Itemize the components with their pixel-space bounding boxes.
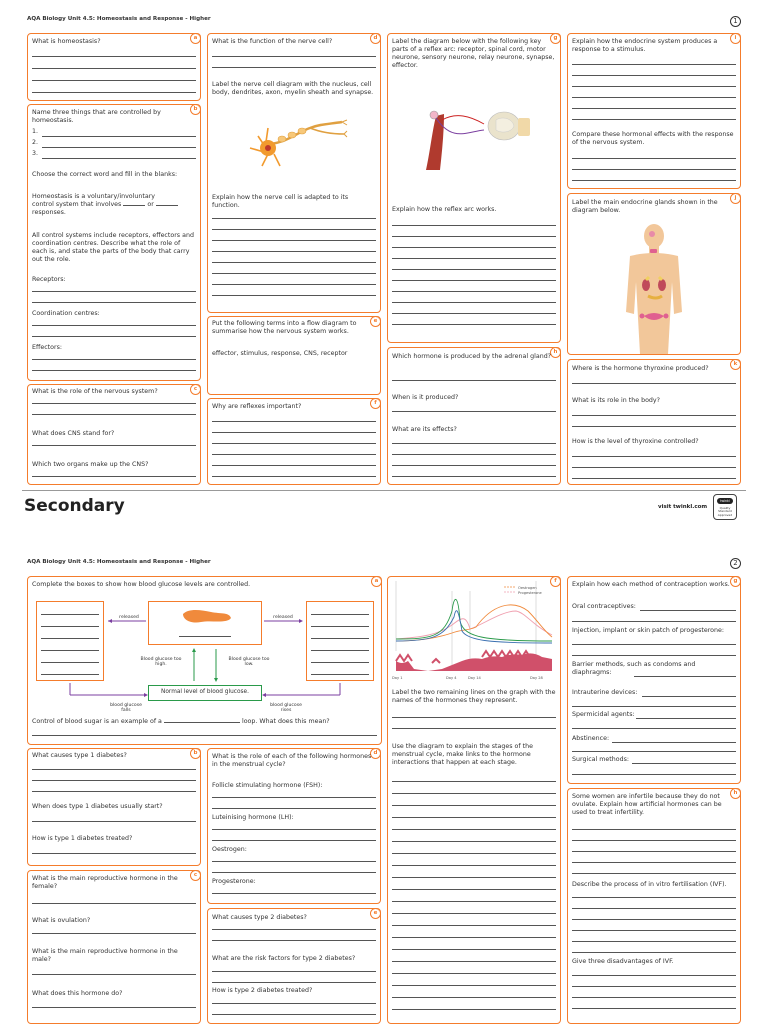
answer-line[interactable] <box>212 840 376 841</box>
blank-field[interactable] <box>156 201 178 206</box>
answer-line[interactable] <box>212 797 376 798</box>
answer-line[interactable] <box>392 236 556 237</box>
label-lh: Luteinising hormone (LH): <box>212 814 294 821</box>
answer-line[interactable] <box>392 805 556 806</box>
answer-line[interactable] <box>572 1008 736 1009</box>
answer-line[interactable] <box>572 873 736 874</box>
answer-line[interactable] <box>572 897 736 898</box>
card-d-menstrual-hormones <box>207 748 381 904</box>
answer-line[interactable] <box>392 247 556 248</box>
answer-line[interactable] <box>572 75 736 76</box>
label-oestrogen: Oestrogen: <box>212 846 247 853</box>
card-e-type2-diabetes <box>207 908 381 1024</box>
answer-line[interactable] <box>572 952 736 953</box>
card-e-flow-diagram <box>207 316 381 395</box>
answer-line[interactable] <box>32 414 196 415</box>
reflex-arc-diagram <box>422 102 532 172</box>
question: How is type 2 diabetes treated? <box>212 987 313 994</box>
answer-line[interactable] <box>212 240 376 241</box>
answer-line[interactable] <box>392 937 556 938</box>
answer-line[interactable] <box>392 817 556 818</box>
answer-line[interactable] <box>392 302 556 303</box>
answer-line[interactable] <box>32 291 196 292</box>
answer-line[interactable] <box>212 982 376 983</box>
answer-line[interactable] <box>636 718 736 719</box>
question: Label the diagram below with the following key parts of a reflex arc: receptor, spinal cord, motor neurone, sensory neurone, relay neurone, synapse, effector. <box>392 38 555 70</box>
page-header: AQA Biology Unit 4.5: Homeostasis and Response - Higher <box>27 559 211 565</box>
answer-line[interactable] <box>392 997 556 998</box>
logo-subtext: Quality Standard Approved <box>717 506 733 517</box>
question: What are the risk factors for type 2 diabetes? <box>212 955 356 962</box>
tick-day1: Day 1 <box>392 676 403 680</box>
answer-line[interactable] <box>212 971 376 972</box>
question: Explain how the endocrine system produces a response to a stimulus. <box>572 38 718 54</box>
answer-line[interactable] <box>572 426 736 427</box>
card-f-reflexes <box>207 398 381 485</box>
card-tag: g <box>550 33 561 44</box>
normal-level-label: Normal level of blood glucose. <box>161 689 249 695</box>
answer-line[interactable] <box>212 273 376 274</box>
answer-line[interactable] <box>42 147 196 148</box>
answer-line[interactable] <box>634 676 736 677</box>
card-tag: g <box>730 576 741 587</box>
answer-line[interactable] <box>32 370 196 371</box>
card-tag: f <box>550 576 561 587</box>
card-c-nervous-system <box>27 384 201 485</box>
question: What is the role of each of the following hormones in the menstrual cycle? <box>212 753 372 769</box>
label-iud: Intrauterine devices: <box>572 689 638 696</box>
question: What does CNS stand for? <box>32 430 115 437</box>
card-tag: f <box>370 398 381 409</box>
answer-line[interactable] <box>572 908 736 909</box>
answer-line[interactable] <box>392 793 556 794</box>
label-surgical: Surgical methods: <box>572 756 630 763</box>
page-number: 2 <box>730 558 741 569</box>
answer-line[interactable] <box>392 465 556 466</box>
answer-line[interactable] <box>212 56 376 57</box>
answer-line[interactable] <box>212 229 376 230</box>
answer-line[interactable] <box>212 432 376 433</box>
answer-line[interactable] <box>572 478 736 479</box>
card-b-control-systems <box>27 104 201 381</box>
worksheet-page-1 <box>0 0 768 490</box>
normal-level-box <box>148 685 262 701</box>
answer-line[interactable] <box>392 949 556 950</box>
question: Compare these hormonal effects with the response of the nervous system. <box>572 131 734 147</box>
question: What is its role in the body? <box>572 397 660 404</box>
label-fsh: Follicle stimulating hormone (FSH): <box>212 782 323 789</box>
answer-line[interactable] <box>392 380 556 381</box>
answer-line[interactable] <box>32 735 377 736</box>
answer-line[interactable] <box>212 262 376 263</box>
question: Explain how the reflex arc works. <box>392 206 497 213</box>
falls-label: blood glucose falls <box>110 703 142 714</box>
answer-line[interactable] <box>572 751 736 752</box>
label-spermicidal: Spermicidal agents: <box>572 711 635 718</box>
answer-line[interactable] <box>572 644 736 645</box>
answer-line[interactable] <box>42 136 196 137</box>
answer-line[interactable] <box>572 97 736 98</box>
card-g-contraception <box>567 576 741 784</box>
answer-line[interactable] <box>212 940 376 941</box>
card-g-reflex-arc <box>387 33 561 343</box>
answer-line[interactable] <box>32 302 196 303</box>
answer-line[interactable] <box>212 218 376 219</box>
answer-line[interactable] <box>572 108 736 109</box>
question: Complete the boxes to show how blood glucose levels are controlled. <box>32 581 251 588</box>
label-receptors: Receptors: <box>32 276 66 283</box>
question: When is it produced? <box>392 394 459 401</box>
card-h-infertility <box>567 788 741 1024</box>
answer-line[interactable] <box>212 295 376 296</box>
question: Name three things that are controlled by homeostasis. <box>32 109 161 125</box>
question: How is type 1 diabetes treated? <box>32 835 133 842</box>
answer-line[interactable] <box>392 443 556 444</box>
card-tag: h <box>730 788 741 799</box>
answer-line[interactable] <box>572 997 736 998</box>
page-number: 1 <box>730 16 741 27</box>
answer-line[interactable] <box>392 877 556 878</box>
card-tag: d <box>370 33 381 44</box>
logo-text: twinkl <box>717 498 733 504</box>
answer-line[interactable] <box>572 456 736 457</box>
answer-line[interactable] <box>212 67 376 68</box>
question: Label the nerve cell diagram with the nucleus, cell body, dendrites, axon, myelin sheath and synapse. <box>212 81 374 97</box>
question: Use the diagram to explain the stages of the menstrual cycle, make links to the hormone interactions that happen at each stage. <box>392 743 533 767</box>
card-tag: j <box>730 193 741 204</box>
answer-line[interactable] <box>572 930 736 931</box>
question: How is the level of thyroxine controlled? <box>572 438 699 445</box>
answer-line[interactable] <box>212 251 376 252</box>
card-tag: k <box>730 359 741 370</box>
answer-line[interactable] <box>392 411 556 412</box>
list-number: 3. <box>32 150 39 157</box>
term-list: effector, stimulus, response, CNS, receptor <box>212 350 348 357</box>
answer-line[interactable] <box>212 421 376 422</box>
label-barrier: Barrier methods, such as condoms and diaphragms: <box>572 661 696 677</box>
card-tag: e <box>370 316 381 327</box>
bg-high-label: Blood glucose too high. <box>140 657 182 668</box>
answer-line[interactable] <box>212 284 376 285</box>
list-number: 1. <box>32 128 39 135</box>
card-b-type1-diabetes <box>27 748 201 866</box>
answer-line[interactable] <box>32 359 196 360</box>
card-tag: b <box>190 104 201 115</box>
card-k-thyroxine <box>567 359 741 485</box>
answer-line[interactable] <box>32 56 196 57</box>
card-tag: c <box>190 384 201 395</box>
answer-line[interactable] <box>392 476 556 477</box>
label-oral: Oral contraceptives: <box>572 603 636 610</box>
answer-line[interactable] <box>642 696 736 697</box>
answer-line[interactable] <box>32 336 196 337</box>
answer-line[interactable] <box>32 476 196 477</box>
answer-line[interactable] <box>32 853 196 854</box>
answer-line[interactable] <box>572 64 736 65</box>
answer-line[interactable] <box>42 158 196 159</box>
answer-line[interactable] <box>632 763 736 764</box>
label-progesterone: Progesterone: <box>212 878 256 885</box>
question: What are its effects? <box>392 426 457 433</box>
blank-field[interactable] <box>123 201 145 206</box>
answer-line[interactable] <box>572 180 736 181</box>
answer-line[interactable] <box>392 841 556 842</box>
answer-line[interactable] <box>392 973 556 974</box>
nerve-cell-diagram <box>248 118 348 168</box>
label-abstinence: Abstinence: <box>572 735 610 742</box>
answer-line[interactable] <box>32 403 196 404</box>
answer-line[interactable] <box>212 861 376 862</box>
card-d-nerve-cell <box>207 33 381 313</box>
answer-line[interactable] <box>212 872 376 873</box>
answer-line[interactable] <box>572 383 736 384</box>
worksheet-page-2 <box>0 534 768 1024</box>
bg-low-label: Blood glucose too low. <box>228 657 270 668</box>
answer-line[interactable] <box>392 1009 556 1010</box>
answer-line[interactable] <box>572 119 736 120</box>
answer-line[interactable] <box>640 610 736 611</box>
answer-line[interactable] <box>392 865 556 866</box>
answer-line[interactable] <box>572 706 736 707</box>
answer-line[interactable] <box>32 780 196 781</box>
label-coordination: Coordination centres: <box>32 310 100 317</box>
answer-line[interactable] <box>392 291 556 292</box>
answer-line[interactable] <box>572 862 736 863</box>
twinkl-logo <box>713 494 737 520</box>
question: Which hormone is produced by the adrenal gland? <box>392 353 552 360</box>
answer-line[interactable] <box>572 986 736 987</box>
card-tag: h <box>550 347 561 358</box>
question: Give three disadvantages of IVF. <box>572 958 674 965</box>
answer-line[interactable] <box>392 225 556 226</box>
question: Some women are infertile because they do not ovulate. Explain how artificial hormones can be used to treat infertility. <box>572 793 722 817</box>
card-tag: a <box>371 576 382 587</box>
answer-line[interactable] <box>392 901 556 902</box>
answer-line[interactable] <box>392 829 556 830</box>
card-j-endocrine-glands <box>567 193 741 355</box>
answer-line[interactable] <box>212 893 376 894</box>
answer-line[interactable] <box>212 1003 376 1004</box>
question: Describe the process of in vitro fertilisation (IVF). <box>572 881 727 888</box>
tick-day14: Day 14 <box>468 676 481 680</box>
list-number: 2. <box>32 139 39 146</box>
feedback-question: Control of blood sugar is an example of a loop. What does this mean? <box>32 718 330 725</box>
answer-line[interactable] <box>212 476 376 477</box>
question: Why are reflexes important? <box>212 403 302 410</box>
question: Where is the hormone thyroxine produced? <box>572 365 709 372</box>
question: Put the following terms into a flow diagram to summarise how the nervous system works. <box>212 320 357 336</box>
answer-line[interactable] <box>212 929 376 930</box>
footer-divider <box>22 490 746 491</box>
answer-line[interactable] <box>32 974 196 975</box>
answer-line[interactable] <box>32 68 196 69</box>
answer-line[interactable] <box>572 415 736 416</box>
answer-line[interactable] <box>212 1014 376 1015</box>
answer-line[interactable] <box>392 913 556 914</box>
answer-line[interactable] <box>32 92 196 93</box>
label-effectors: Effectors: <box>32 344 62 351</box>
answer-line[interactable] <box>572 655 736 656</box>
released-label-right: released <box>273 615 293 620</box>
question: Choose the correct word and fill in the blanks: <box>32 171 178 178</box>
hormone-graph <box>392 581 556 685</box>
answer-line[interactable] <box>32 445 196 446</box>
card-a-homeostasis <box>27 33 201 101</box>
card-h-adrenal <box>387 347 561 485</box>
question: What causes type 1 diabetes? <box>32 752 127 759</box>
tick-day4: Day 4 <box>446 676 457 680</box>
answer-line[interactable] <box>392 889 556 890</box>
answer-line[interactable] <box>392 925 556 926</box>
answer-line[interactable] <box>212 829 376 830</box>
card-i-endocrine <box>567 33 741 189</box>
answer-line[interactable] <box>32 1007 196 1008</box>
answer-line[interactable] <box>392 324 556 325</box>
question: Which two organs make up the CNS? <box>32 461 149 468</box>
answer-line[interactable] <box>572 840 736 841</box>
answer-line[interactable] <box>572 158 736 159</box>
answer-line[interactable] <box>212 443 376 444</box>
fill-blank-text: Homeostasis is a voluntary/involuntary control system that involves or responses. <box>32 193 196 217</box>
answer-line[interactable] <box>612 742 736 743</box>
answer-line[interactable] <box>572 86 736 87</box>
answer-line[interactable] <box>572 621 736 622</box>
answer-line[interactable] <box>392 454 556 455</box>
released-label-left: released <box>119 615 139 620</box>
answer-line[interactable] <box>212 465 376 466</box>
question: What causes type 2 diabetes? <box>212 914 307 921</box>
answer-line[interactable] <box>32 325 196 326</box>
brand-title: Secondary <box>24 496 125 516</box>
answer-line[interactable] <box>32 933 196 934</box>
legend-oestrogen: Oestrogen <box>518 586 537 590</box>
answer-line[interactable] <box>392 985 556 986</box>
answer-line[interactable] <box>32 791 196 792</box>
answer-line[interactable] <box>392 258 556 259</box>
answer-line[interactable] <box>572 467 736 468</box>
question: Explain how the nerve cell is adapted to its function. <box>212 194 349 210</box>
question: What is the main reproductive hormone in the female? <box>32 875 178 891</box>
answer-line[interactable] <box>392 313 556 314</box>
tick-day28: Day 28 <box>530 676 543 680</box>
answer-line[interactable] <box>32 821 196 822</box>
answer-line[interactable] <box>392 853 556 854</box>
answer-line[interactable] <box>572 774 736 775</box>
answer-line[interactable] <box>212 454 376 455</box>
question: What is ovulation? <box>32 917 91 924</box>
visit-link[interactable]: visit twinkl.com <box>658 504 708 510</box>
rises-label: blood glucose rises <box>270 703 302 714</box>
card-f-menstrual-graph <box>387 576 561 1024</box>
blank-field[interactable] <box>164 718 240 723</box>
card-tag: d <box>370 748 381 759</box>
answer-line[interactable] <box>32 903 196 904</box>
answer-line[interactable] <box>572 829 736 830</box>
question: Label the main endocrine glands shown in the diagram below. <box>572 199 718 215</box>
answer-line[interactable] <box>392 269 556 270</box>
answer-line[interactable] <box>572 169 736 170</box>
answer-line[interactable] <box>392 728 556 729</box>
question: What is the role of the nervous system? <box>32 388 158 395</box>
card-tag: a <box>190 33 201 44</box>
card-tag: c <box>190 870 201 881</box>
answer-line[interactable] <box>572 975 736 976</box>
page-header: AQA Biology Unit 4.5: Homeostasis and Response - Higher <box>27 16 211 22</box>
question: When does type 1 diabetes usually start? <box>32 803 163 810</box>
answer-line[interactable] <box>572 851 736 852</box>
card-tag: i <box>730 33 741 44</box>
answer-line[interactable] <box>392 280 556 281</box>
answer-line[interactable] <box>572 919 736 920</box>
card-tag: e <box>370 908 381 919</box>
body-outline-diagram <box>616 222 696 354</box>
answer-line[interactable] <box>212 808 376 809</box>
question: What is homeostasis? <box>32 38 101 45</box>
question: Label the two remaining lines on the graph with the names of the hormones they represent. <box>392 689 556 705</box>
legend-progesterone: Progesterone <box>518 591 542 595</box>
question: All control systems include receptors, effectors and coordination centres. Describe what the role of each is, and state the parts of the body that carry out the role. <box>32 232 194 264</box>
answer-line[interactable] <box>392 781 556 782</box>
question: Explain how each method of contraception works. <box>572 581 730 588</box>
answer-line[interactable] <box>32 80 196 81</box>
answer-line[interactable] <box>572 728 736 729</box>
card-c-reproductive <box>27 870 201 1024</box>
question: What is the function of the nerve cell? <box>212 38 333 45</box>
question: What is the main reproductive hormone in the male? <box>32 948 178 964</box>
answer-line[interactable] <box>392 717 556 718</box>
card-a-blood-glucose <box>27 576 382 745</box>
answer-line[interactable] <box>572 941 736 942</box>
card-tag: b <box>190 748 201 759</box>
label-injection: Injection, implant or skin patch of progesterone: <box>572 627 724 634</box>
answer-line[interactable] <box>32 769 196 770</box>
question: What does this hormone do? <box>32 990 123 997</box>
answer-line[interactable] <box>392 961 556 962</box>
